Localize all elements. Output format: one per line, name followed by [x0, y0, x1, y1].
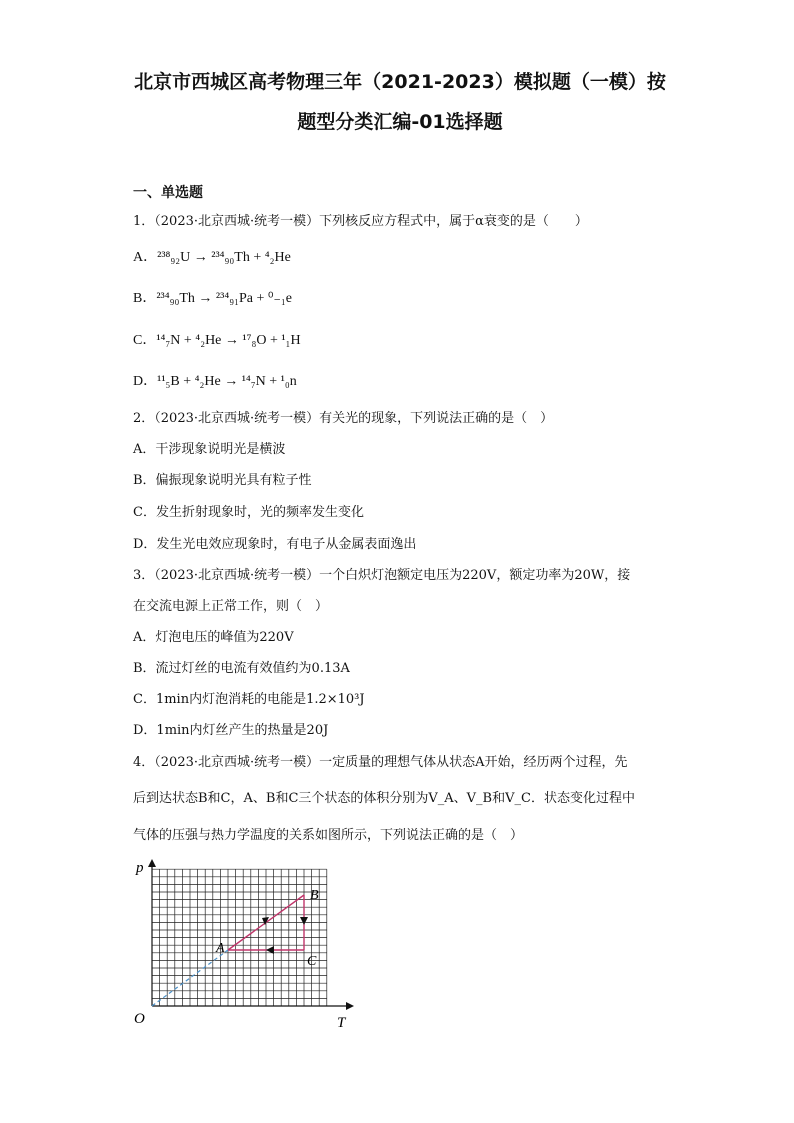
q3-option-c: C．1min内灯泡消耗的电能是1.2×10³J: [133, 692, 365, 707]
q3-option-a: A．灯泡电压的峰值为220V: [133, 630, 294, 645]
q4-stem-line2: 后到达状态B和C，A、B和C三个状态的体积分别为V_A、V_B和V_C．状态变化过程中: [133, 791, 635, 806]
q2-option-d: D．发生光电效应现象时，有电子从金属表面逸出: [133, 537, 417, 552]
q1-option-b: B．²³⁴₉₀Th → ²³⁴₉₁Pa + ⁰₋₁e: [133, 291, 292, 306]
q1-option-d: D．¹¹₅B + ⁴₂He → ¹⁴₇N + ¹₀n: [133, 374, 297, 389]
paper-title-line1: 北京市西城区高考物理三年（2021-2023）模拟题（一模）按: [134, 71, 666, 93]
arrow-b-c: [300, 917, 308, 925]
point-label-c: C: [307, 954, 317, 969]
q2-stem: 2．（2023·北京西城·统考一模）有关光的现象，下列说法正确的是（ ）: [133, 411, 554, 426]
q3-stem-line1: 3．（2023·北京西城·统考一模）一个白炽灯泡额定电压为220V，额定功率为20W，接: [133, 568, 631, 583]
q3-option-d: D．1min内灯丝产生的热量是20J: [133, 723, 329, 738]
q4-stem-line3: 气体的压强与热力学温度的关系如图所示，下列说法正确的是（ ）: [133, 828, 524, 843]
q4-stem-line1: 4．（2023·北京西城·统考一模）一定质量的理想气体从状态A开始，经历两个过程，先: [133, 755, 628, 770]
q3-option-b: B．流过灯丝的电流有效值约为0.13A: [133, 661, 350, 676]
origin-label: O: [134, 1011, 145, 1027]
q1-option-c: C．¹⁴₇N + ⁴₂He → ¹⁷₈O + ¹₁H: [133, 333, 301, 348]
section-heading: 一、单选题: [133, 185, 203, 201]
axis-label-t: T: [337, 1015, 346, 1031]
p-axis-arrow: [148, 859, 156, 867]
axis-label-p: p: [136, 860, 144, 876]
q1-option-a: A．²³⁸₉₂U → ²³⁴₉₀Th + ⁴₂He: [133, 250, 291, 265]
q3-stem-line2: 在交流电源上正常工作，则（ ）: [133, 599, 329, 614]
p-t-diagram: [128, 855, 368, 1040]
point-label-a: A: [216, 941, 225, 956]
diagram-grid: [152, 869, 327, 1006]
q2-option-c: C．发生折射现象时，光的频率发生变化: [133, 505, 364, 520]
q2-option-a: A．干涉现象说明光是横波: [133, 442, 286, 457]
q1-stem: 1．（2023·北京西城·统考一模）下列核反应方程式中，属于α衰变的是（ ）: [133, 214, 588, 229]
q2-option-b: B．偏振现象说明光具有粒子性: [133, 473, 312, 488]
t-axis-arrow: [346, 1002, 354, 1010]
paper-title-line2: 题型分类汇编-01选择题: [297, 111, 503, 133]
point-label-b: B: [310, 888, 319, 903]
